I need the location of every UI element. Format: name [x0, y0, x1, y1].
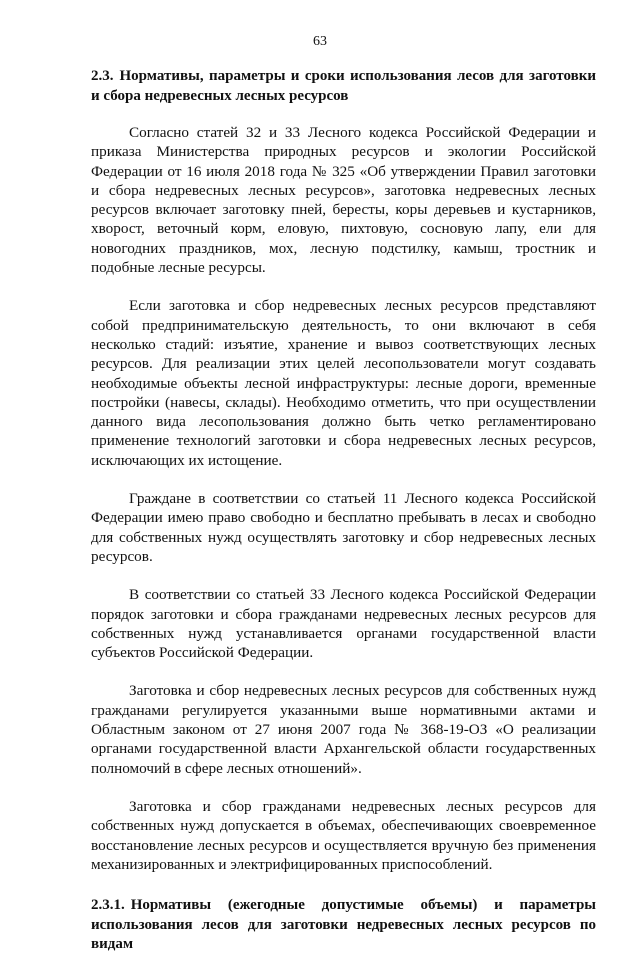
page-content	[91, 67, 596, 955]
section-heading-number: 2.3.	[91, 68, 114, 84]
subsection-heading-number: 2.3.1.	[91, 897, 125, 914]
paragraph-2: Если заготовка и сбор недревесных лесных ресурсов представляют собой предпринимательскую деятельность, то они включают в себя несколько стадий: изъятие, хранение и вывоз соответствующих лесных ресурсов. Для реализации этих целей лесопользователи могут создавать необходимые объекты лесной инфраструктуры: лесные дороги, временные постройки (навесы, склады). Необходимо отметить, что при осуществлении данного вида лесопользования должно быть четко регламентировано применение технологий заготовки и сбора недревесных лесных ресурсов, исключающих их истощение.	[91, 297, 596, 469]
subsection-heading-title: Нормативы (ежегодные допустимые объемы) и параметры использования лесов для заготовки недревесных лесных ресурсов по видам	[91, 897, 596, 953]
paragraph-3: Граждане в соответствии со статьей 11 Лесного кодекса Российской Федерации имею право свободно и бесплатно пребывать в лесах и свободно для собственных нужд осуществлять заготовку и сбор недревесных лесных ресурсов.	[91, 490, 596, 565]
paragraph-4: В соответствии со статьей 33 Лесного кодекса Российской Федерации порядок заготовки и сбора гражданами недревесных лесных ресурсов для собственных нужд устанавливается органами государственной власти субъектов Российской Федерации.	[91, 586, 596, 662]
paragraph-6: Заготовка и сбор гражданами недревесных лесных ресурсов для собственных нужд допускается в объемах, обеспечивающих своевременное восстановление лесных ресурсов и осуществляется вручную без применения механизированных и электрифицированных приспособлений.	[91, 797, 596, 873]
paragraph-1: Согласно статей 32 и 33 Лесного кодекса Российской Федерации и приказа Министерства природных ресурсов и экологии Российской Федерации от 16 июля 2018 года № 325 «Об утверждении Правил заготовки и сбора недревесных лесных ресурсов», заготовка недревесных лесных ресурсов включает заготовку пней, бересты, коры деревьев и кустарников, хворост, веточный корм, еловую, пихтовую, сосновую лапу, ели для новогодних праздников, мох, лесную подстилку, камыш, тростник и подобные лесные ресурсы.	[91, 124, 596, 277]
paragraph-5: Заготовка и сбор недревесных лесных ресурсов для собственных нужд гражданами регулируется указанными выше нормативными актами и Областным законом от 27 июня 2007 года № 368-19-ОЗ «О реализации органами государственной власти Архангельской области государственных полномочий в сфере лесных отношений».	[91, 682, 596, 777]
section-heading-title: Нормативы, параметры и сроки использования лесов для заготовки и сбора недревесных лесных ресурсов	[91, 68, 596, 104]
page-number: 63	[313, 34, 327, 49]
section-heading	[91, 67, 596, 106]
